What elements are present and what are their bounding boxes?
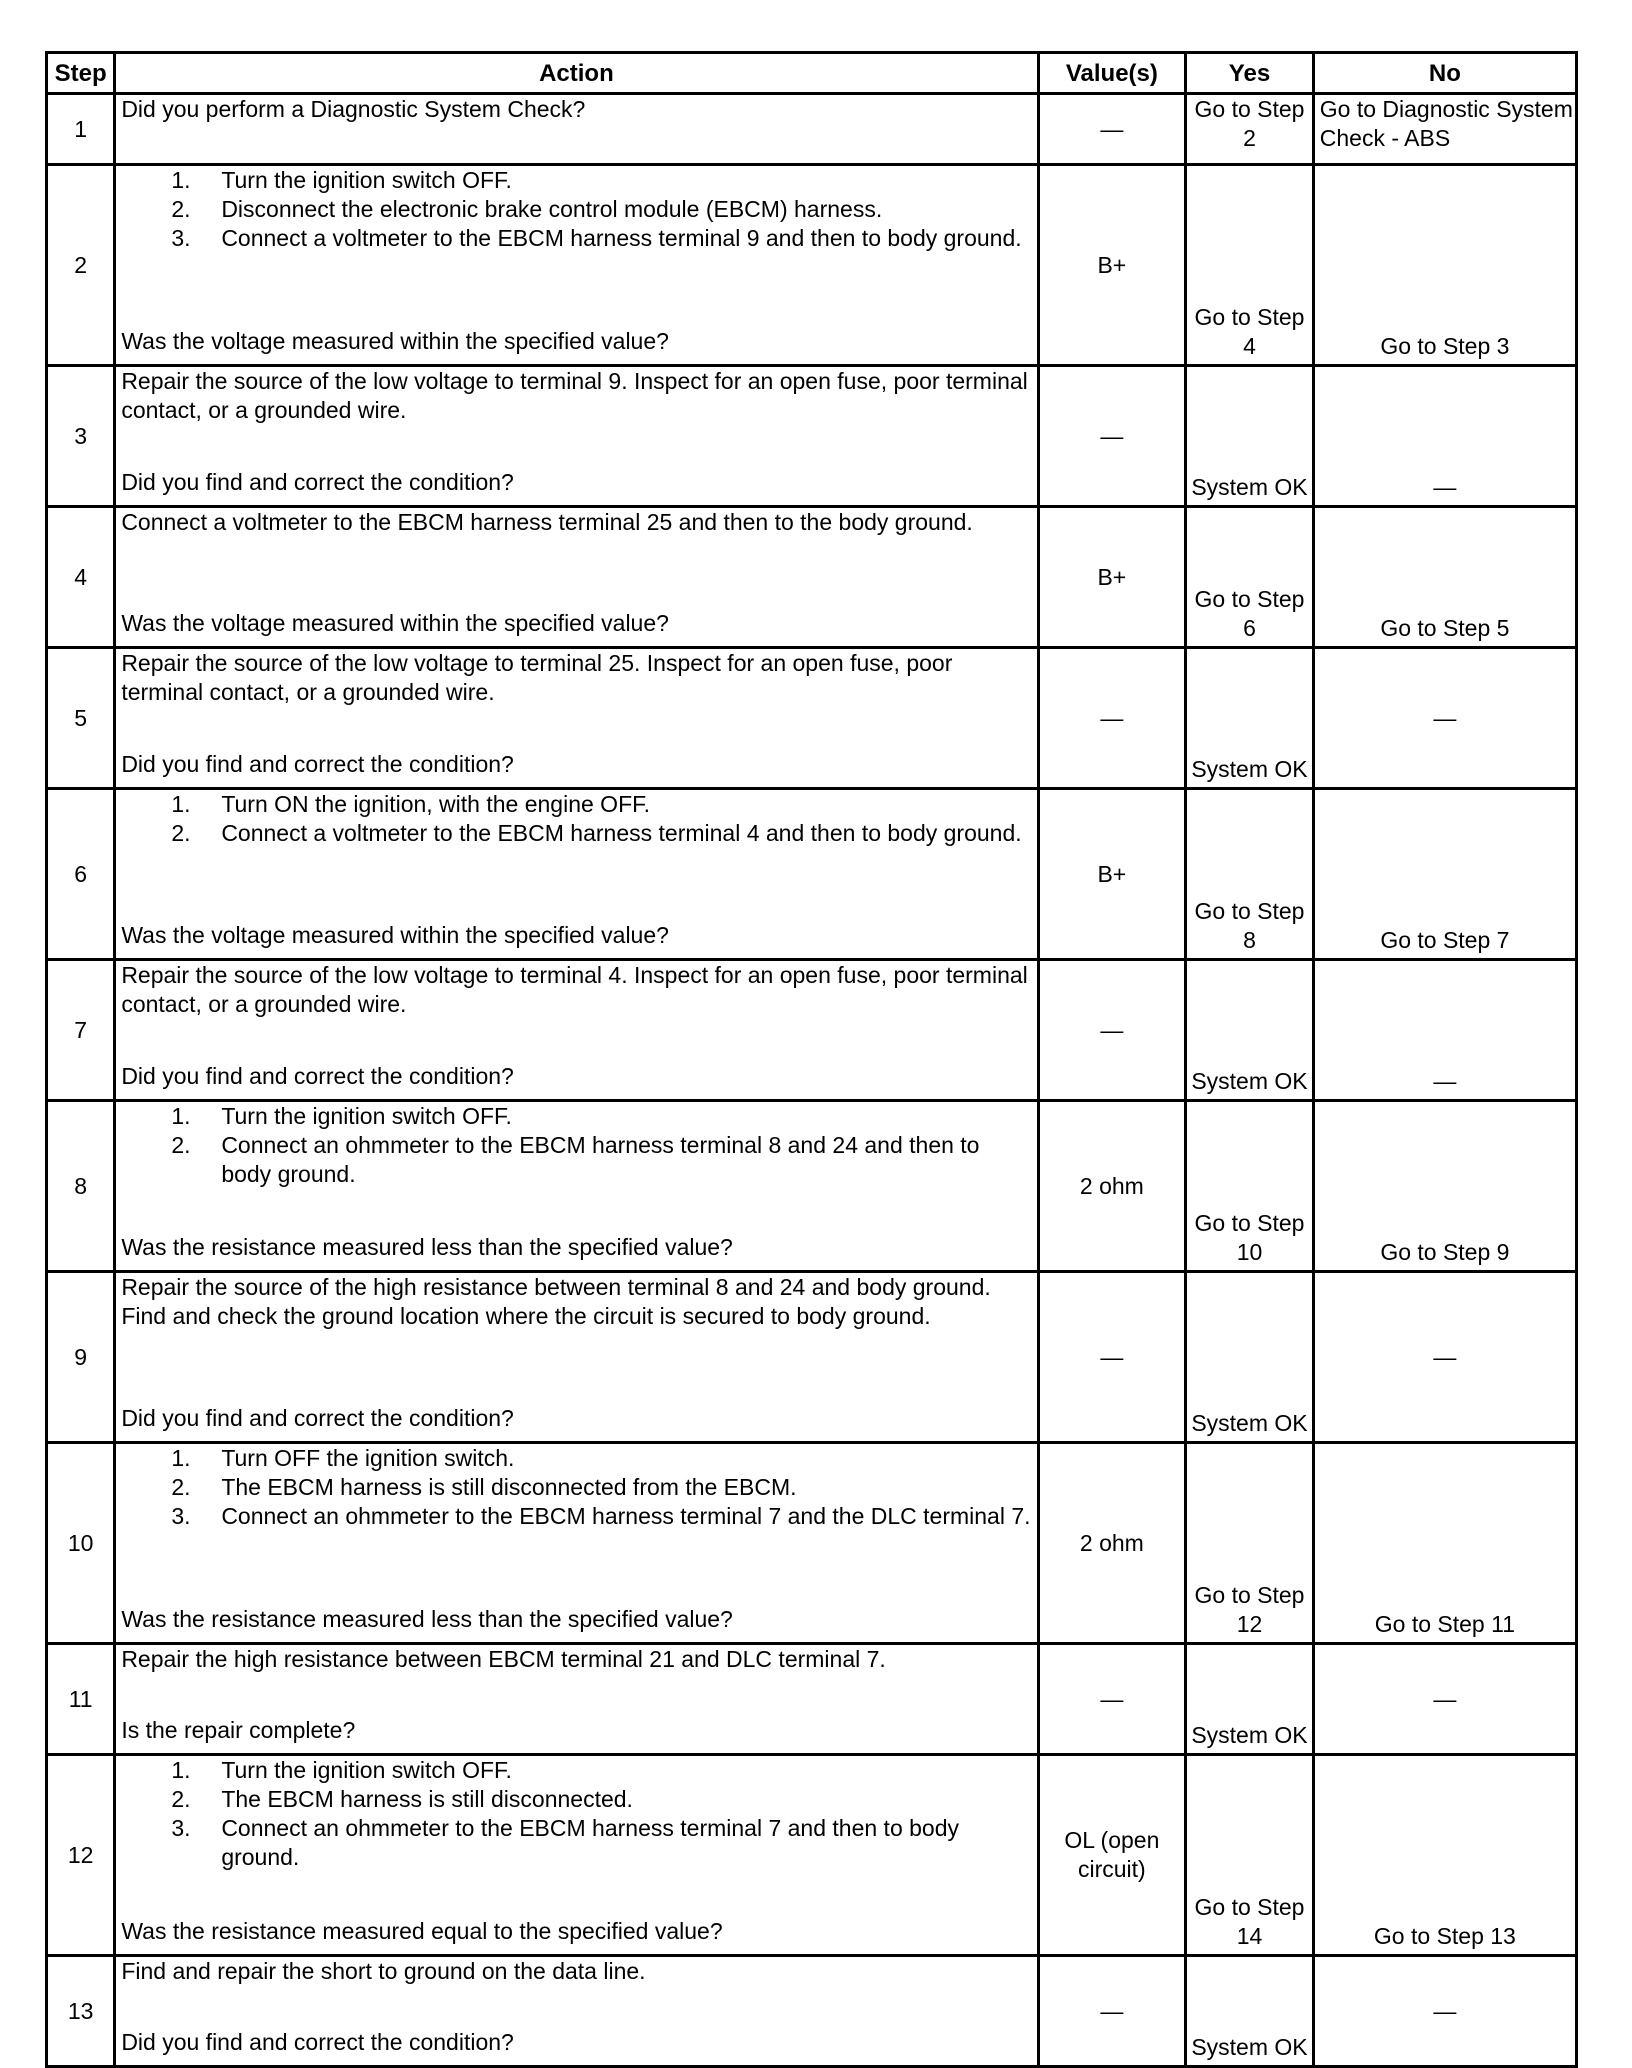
- action-step-item: [171, 1814, 1030, 1872]
- action-question: Did you find and correct the condition?: [121, 2029, 514, 2055]
- action-step-text: Connect an ohmmeter to the EBCM harness terminal 7 and the DLC terminal 7.: [221, 1503, 1031, 1529]
- action-cell: [115, 1272, 1038, 1443]
- no-cell: Go to Step 5: [1313, 507, 1576, 648]
- step-number: 7: [47, 960, 115, 1101]
- table-row: [47, 366, 1577, 507]
- action-question: Was the voltage measured within the specified value?: [121, 922, 669, 948]
- step-number: 1: [47, 94, 115, 165]
- value-cell: —: [1038, 366, 1186, 507]
- step-number: 9: [47, 1272, 115, 1443]
- action-step-item: [171, 1102, 1030, 1131]
- action-step-number: 2.: [171, 1786, 191, 1812]
- action-cell: [115, 94, 1038, 165]
- action-question: Did you find and correct the condition?: [121, 1063, 514, 1089]
- action-step-item: [171, 790, 1030, 819]
- yes-cell: Go to Step 14: [1186, 1755, 1314, 1956]
- action-step-text: Connect a voltmeter to the EBCM harness terminal 9 and then to body ground.: [221, 225, 1022, 251]
- action-step-text: Turn the ignition switch OFF.: [221, 167, 512, 193]
- action-text: Repair the source of the low voltage to terminal 9. Inspect for an open fuse, poor terminal contact, or a grounded wire.: [121, 368, 1028, 423]
- action-steps-list: [121, 166, 1030, 253]
- action-content: [121, 367, 1030, 497]
- action-step-text: Connect an ohmmeter to the EBCM harness terminal 7 and then to body ground.: [221, 1815, 959, 1870]
- action-content: [121, 961, 1030, 1091]
- action-cell: [115, 1755, 1038, 1956]
- step-number: 8: [47, 1101, 115, 1272]
- action-text: Repair the source of the low voltage to terminal 25. Inspect for an open fuse, poor terminal contact, or a grounded wire.: [121, 650, 953, 705]
- action-instructions: [121, 95, 1030, 124]
- value-cell: B+: [1038, 507, 1186, 648]
- action-cell: [115, 1443, 1038, 1644]
- action-instructions: [121, 961, 1030, 1019]
- action-steps-list: [121, 1102, 1030, 1189]
- action-step-number: 1.: [171, 167, 191, 193]
- action-content: [121, 1957, 1030, 2057]
- action-step-number: 1.: [171, 1103, 191, 1129]
- action-content: [121, 1645, 1030, 1745]
- action-text: Repair the source of the low voltage to terminal 4. Inspect for an open fuse, poor terminal contact, or a grounded wire.: [121, 962, 1028, 1017]
- action-step-item: [171, 1785, 1030, 1814]
- yes-cell: System OK: [1186, 1272, 1314, 1443]
- action-step-item: [171, 166, 1030, 195]
- header-row: [47, 53, 1577, 94]
- yes-cell: Go to Step 10: [1186, 1101, 1314, 1272]
- yes-cell: System OK: [1186, 1956, 1314, 2067]
- action-content: [121, 1273, 1030, 1433]
- value-cell: —: [1038, 1272, 1186, 1443]
- table-row: [47, 165, 1577, 366]
- action-question: Is the repair complete?: [121, 1717, 356, 1743]
- action-step-item: [171, 1756, 1030, 1785]
- action-step-number: 2.: [171, 196, 191, 222]
- no-cell: Go to Step 3: [1313, 165, 1576, 366]
- action-step-text: Turn the ignition switch OFF.: [221, 1757, 512, 1783]
- action-text: Did you perform a Diagnostic System Check?: [121, 96, 586, 122]
- header-no: No: [1313, 53, 1576, 94]
- no-cell: —: [1313, 366, 1576, 507]
- action-step-number: 3.: [171, 225, 191, 251]
- action-question: Did you find and correct the condition?: [121, 751, 514, 777]
- value-cell: —: [1038, 94, 1186, 165]
- diagnostic-table: [45, 51, 1578, 2068]
- action-instructions: [121, 166, 1030, 253]
- action-step-item: [171, 195, 1030, 224]
- action-steps-list: [121, 1756, 1030, 1872]
- action-step-text: Disconnect the electronic brake control module (EBCM) harness.: [221, 196, 883, 222]
- action-text: Repair the source of the high resistance between terminal 8 and 24 and body ground. Find and check the ground location where the circuit is secured to body ground.: [121, 1274, 991, 1329]
- value-cell: B+: [1038, 789, 1186, 960]
- table-row: [47, 94, 1577, 165]
- action-cell: [115, 789, 1038, 960]
- step-number: 4: [47, 507, 115, 648]
- action-step-number: 1.: [171, 1757, 191, 1783]
- action-cell: [115, 1101, 1038, 1272]
- action-instructions: [121, 1957, 1030, 1986]
- action-question: Was the voltage measured within the specified value?: [121, 328, 669, 354]
- action-cell: [115, 960, 1038, 1101]
- yes-cell: System OK: [1186, 1644, 1314, 1755]
- action-instructions: [121, 367, 1030, 425]
- action-instructions: [121, 649, 1030, 707]
- header-yes: Yes: [1186, 53, 1314, 94]
- table-row: [47, 1272, 1577, 1443]
- value-cell: OL (open circuit): [1038, 1755, 1186, 1956]
- action-instructions: [121, 1444, 1030, 1531]
- header-action: Action: [115, 53, 1038, 94]
- header-values: Value(s): [1038, 53, 1186, 94]
- table-row: [47, 648, 1577, 789]
- action-step-item: [171, 224, 1030, 253]
- header-step: Step: [47, 53, 115, 94]
- action-content: [121, 790, 1030, 950]
- step-number: 3: [47, 366, 115, 507]
- table-row: [47, 960, 1577, 1101]
- action-content: [121, 95, 1030, 155]
- action-step-text: Turn OFF the ignition switch.: [221, 1445, 515, 1471]
- table-row: [47, 1101, 1577, 1272]
- yes-cell: Go to Step 4: [1186, 165, 1314, 366]
- table-row: [47, 1644, 1577, 1755]
- no-cell: Go to Step 7: [1313, 789, 1576, 960]
- no-cell: —: [1313, 1272, 1576, 1443]
- action-step-item: [171, 1131, 1030, 1189]
- action-content: [121, 166, 1030, 356]
- action-content: [121, 1444, 1030, 1634]
- action-content: [121, 1102, 1030, 1262]
- step-number: 6: [47, 789, 115, 960]
- step-number: 12: [47, 1755, 115, 1956]
- action-instructions: [121, 1273, 1030, 1331]
- action-step-text: Turn the ignition switch OFF.: [221, 1103, 512, 1129]
- step-number: 13: [47, 1956, 115, 2067]
- yes-cell: System OK: [1186, 366, 1314, 507]
- no-cell: Go to Step 13: [1313, 1755, 1576, 1956]
- no-cell: Go to Step 9: [1313, 1101, 1576, 1272]
- step-number: 2: [47, 165, 115, 366]
- no-cell: —: [1313, 1956, 1576, 2067]
- action-text: Repair the high resistance between EBCM terminal 21 and DLC terminal 7.: [121, 1646, 886, 1672]
- yes-cell: Go to Step 6: [1186, 507, 1314, 648]
- value-cell: 2 ohm: [1038, 1101, 1186, 1272]
- value-cell: —: [1038, 1956, 1186, 2067]
- yes-cell: Go to Step 2: [1186, 94, 1314, 165]
- action-cell: [115, 366, 1038, 507]
- action-question: Was the resistance measured less than the specified value?: [121, 1234, 733, 1260]
- action-step-text: Connect a voltmeter to the EBCM harness terminal 4 and then to body ground.: [221, 820, 1022, 846]
- action-question: Did you find and correct the condition?: [121, 1405, 514, 1431]
- action-step-item: [171, 1502, 1031, 1531]
- value-cell: B+: [1038, 165, 1186, 366]
- action-instructions: [121, 1645, 1030, 1674]
- action-instructions: [121, 1102, 1030, 1189]
- action-cell: [115, 165, 1038, 366]
- action-question: Was the resistance measured equal to the specified value?: [121, 1918, 723, 1944]
- action-step-text: The EBCM harness is still disconnected from the EBCM.: [221, 1474, 797, 1500]
- step-number: 11: [47, 1644, 115, 1755]
- action-instructions: [121, 790, 1030, 848]
- action-question: Was the voltage measured within the specified value?: [121, 610, 669, 636]
- action-step-number: 2.: [171, 820, 191, 846]
- table-row: [47, 1443, 1577, 1644]
- table-row: [47, 507, 1577, 648]
- yes-cell: System OK: [1186, 960, 1314, 1101]
- no-cell: —: [1313, 648, 1576, 789]
- action-step-number: 1.: [171, 791, 191, 817]
- action-step-item: [171, 1473, 1030, 1502]
- action-instructions: [121, 508, 1030, 537]
- value-cell: —: [1038, 648, 1186, 789]
- action-content: [121, 508, 1030, 638]
- no-cell: —: [1313, 960, 1576, 1101]
- action-step-text: Connect an ohmmeter to the EBCM harness terminal 8 and 24 and then to body ground.: [221, 1132, 980, 1187]
- action-step-number: 1.: [171, 1445, 191, 1471]
- table-row: [47, 1755, 1577, 1956]
- action-instructions: [121, 1756, 1030, 1872]
- step-number: 10: [47, 1443, 115, 1644]
- action-content: [121, 649, 1030, 779]
- value-cell: —: [1038, 1644, 1186, 1755]
- no-cell: Go to Diagnostic System Check - ABS: [1313, 94, 1576, 165]
- table-row: [47, 789, 1577, 960]
- action-text: Find and repair the short to ground on the data line.: [121, 1958, 646, 1984]
- action-question: Did you find and correct the condition?: [121, 469, 514, 495]
- action-step-number: 3.: [171, 1503, 191, 1529]
- action-step-item: [171, 819, 1030, 848]
- action-step-number: 2.: [171, 1132, 191, 1158]
- action-cell: [115, 1644, 1038, 1755]
- action-step-number: 3.: [171, 1815, 191, 1841]
- no-cell: Go to Step 11: [1313, 1443, 1576, 1644]
- no-cell: —: [1313, 1644, 1576, 1755]
- action-step-text: The EBCM harness is still disconnected.: [221, 1786, 633, 1812]
- step-number: 5: [47, 648, 115, 789]
- yes-cell: Go to Step 8: [1186, 789, 1314, 960]
- value-cell: —: [1038, 960, 1186, 1101]
- action-cell: [115, 507, 1038, 648]
- action-step-item: [171, 1444, 1030, 1473]
- yes-cell: System OK: [1186, 648, 1314, 789]
- table-body: [47, 94, 1577, 2067]
- value-cell: 2 ohm: [1038, 1443, 1186, 1644]
- yes-cell: Go to Step 12: [1186, 1443, 1314, 1644]
- action-question: Was the resistance measured less than the specified value?: [121, 1606, 733, 1632]
- action-cell: [115, 648, 1038, 789]
- action-step-text: Turn ON the ignition, with the engine OFF.: [221, 791, 651, 817]
- action-steps-list: [121, 1444, 1030, 1531]
- action-text: Connect a voltmeter to the EBCM harness terminal 25 and then to the body ground.: [121, 509, 973, 535]
- action-step-number: 2.: [171, 1474, 191, 1500]
- action-content: [121, 1756, 1030, 1946]
- action-steps-list: [121, 790, 1030, 848]
